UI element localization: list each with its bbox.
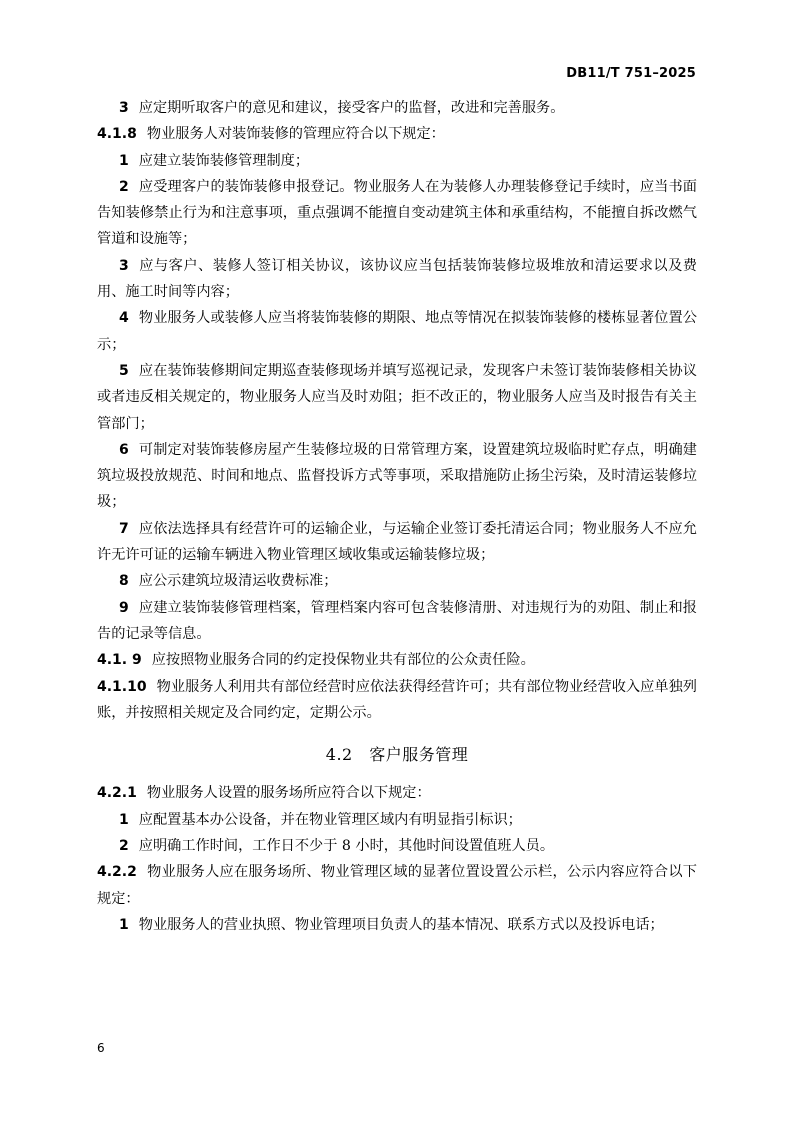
clause-number: 4.1.10 (97, 678, 147, 695)
item-text: 应受理客户的装饰装修申报登记。物业服务人在为装修人办理装修登记手续时，应当书面告知装修禁止行为和注意事项，重点强调不能擅自变动建筑主体和承重结构，不能擅自拆改燃气管道和设施等； (97, 178, 697, 248)
list-item (97, 833, 697, 859)
item-text: 应定期听取客户的意见和建议，接受客户的监督，改进和完善服务。 (138, 100, 565, 116)
list-item (97, 437, 697, 516)
clause (97, 859, 697, 912)
item-number: 2 (119, 838, 129, 855)
item-text: 物业服务人或装修人应当将装饰装修的期限、地点等情况在拟装饰装修的楼栋显著位置公示； (97, 310, 697, 353)
item-number: 2 (119, 178, 129, 195)
item-text: 应明确工作时间，工作日不少于 8 小时，其他时间设置值班人员。 (138, 838, 555, 855)
item-text: 应与客户、装修人签订相关协议，该协议应当包括装饰装修垃圾堆放和清运要求以及费用、施工时间等内容； (97, 257, 697, 301)
item-number: 9 (119, 599, 129, 616)
list-item (97, 174, 697, 253)
item-number: 5 (119, 362, 129, 379)
item-text: 应在装饰装修期间定期巡查装修现场并填写巡视记录，发现客户未签订装饰装修相关协议或者违反相关规定的，物业服务人应当及时劝阻；拒不改正的，物业服务人应当及时报告有关主管部门； (97, 362, 697, 432)
item-text: 物业服务人的营业执照、物业管理项目负责人的基本情况、联系方式以及投诉电话； (138, 916, 664, 933)
list-item (97, 595, 697, 648)
section-title: 4.2 客户服务管理 (325, 745, 469, 765)
item-text: 应配置基本办公设备，并在物业管理区域内有明显指引标识； (138, 811, 522, 828)
clause-number: 4.2.1 (97, 785, 137, 802)
item-number: 1 (119, 152, 129, 169)
list-item (97, 253, 697, 306)
item-text: 可制定对装饰装修房屋产生装修垃圾的日常管理方案，设置建筑垃圾临时贮存点，明确建筑垃圾投放规范、时间和地点、监督投诉方式等事项，采取措施防止扬尘污染，及时清运装修垃圾； (97, 441, 697, 511)
clause-text: 物业服务人利用共有部位经营时应依法获得经营许可；共有部位物业经营收入应单独列账，并按照相关规定及合同约定，定期公示。 (97, 678, 697, 721)
clause (97, 674, 697, 727)
item-number: 1 (119, 916, 129, 933)
page-content (97, 95, 697, 938)
clause-number: 4.1.8 (97, 126, 137, 143)
clause-text: 物业服务人对装饰装修的管理应符合以下规定： (146, 126, 445, 143)
item-text: 应建立装饰装修管理制度； (138, 152, 310, 169)
item-number: 4 (119, 310, 129, 327)
item-number: 3 (119, 257, 129, 274)
list-item (97, 807, 697, 833)
list-item (97, 516, 697, 569)
item-text: 应依法选择具有经营许可的运输企业，与运输企业签订委托清运合同；物业服务人不应允许无许可证的运输车辆进入物业管理区域收集或运输装修垃圾； (97, 520, 697, 564)
page-number: 6 (97, 1041, 105, 1055)
list-item (97, 148, 697, 174)
list-item (97, 95, 697, 121)
clause (97, 647, 697, 673)
item-number: 6 (119, 441, 129, 458)
document-code: DB11/T 751–2025 (566, 66, 696, 81)
clause-text: 物业服务人应在服务场所、物业管理区域的显著位置设置公示栏，公示内容应符合以下规定： (97, 864, 697, 907)
clause (97, 121, 697, 147)
clause-number: 4.1. 9 (97, 652, 142, 669)
list-item (97, 912, 697, 938)
item-number: 3 (119, 100, 129, 116)
clause-text: 应按照物业服务合同的约定投保物业共有部位的公众责任险。 (151, 652, 535, 669)
item-number: 7 (119, 520, 129, 537)
list-item (97, 358, 697, 437)
item-number: 8 (119, 573, 129, 590)
item-text: 应建立装饰装修管理档案，管理档案内容可包含装修清册、对违规行为的劝阻、制止和报告的记录等信息。 (97, 599, 697, 642)
clause-number: 4.2.2 (97, 864, 137, 881)
item-text: 应公示建筑垃圾清运收费标准； (138, 573, 338, 590)
list-item (97, 305, 697, 358)
clause (97, 780, 697, 806)
clause-text: 物业服务人设置的服务场所应符合以下规定： (146, 785, 431, 802)
list-item (97, 568, 697, 594)
item-number: 1 (119, 811, 129, 828)
